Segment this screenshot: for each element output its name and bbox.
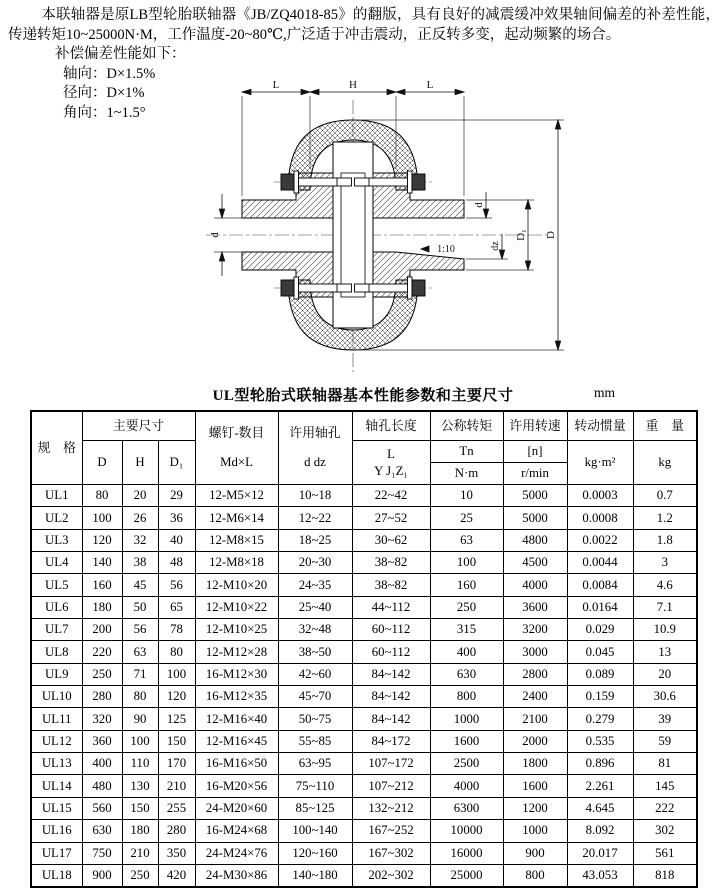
value-cell: 255 [158, 797, 195, 819]
value-cell: 63 [122, 641, 158, 663]
value-cell: 2500 [430, 753, 503, 775]
value-cell: 107~172 [352, 753, 430, 775]
value-cell: 16-M24×68 [195, 820, 278, 842]
value-cell: 360 [82, 730, 122, 752]
value-cell: 59 [633, 730, 697, 752]
value-cell: 0.089 [567, 663, 633, 685]
dimension-labels [209, 79, 557, 255]
value-cell: 20 [633, 663, 697, 685]
spec-cell: UL2 [31, 507, 82, 529]
header-screws-title: 螺钉-数目 [208, 426, 265, 441]
spec-cell: UL10 [31, 686, 82, 708]
value-cell: 4.6 [633, 574, 697, 596]
intro-paragraph: 本联轴器是原LB型轮胎联轴器《JB/ZQ4018-85》的翻版，具有良好的减震缓冲效果轴间偏差的补差性能，传递转矩10~25000N·M，工作温度-20~80℃,广泛适于冲击震动，正反转多变，起动频繁的场合。 [8, 7, 720, 43]
header-bore-sub: d dz [304, 455, 326, 470]
value-cell: 50~75 [278, 708, 352, 730]
value-cell: 140~180 [278, 864, 352, 886]
value-cell: 561 [633, 842, 697, 864]
value-cell: 900 [82, 864, 122, 886]
value-cell: 90 [122, 708, 158, 730]
value-cell: 45 [122, 574, 158, 596]
value-cell: 1600 [503, 775, 567, 797]
table-row [31, 507, 697, 529]
value-cell: 3 [633, 552, 697, 574]
value-cell: 78 [158, 619, 195, 641]
value-cell: 750 [82, 842, 122, 864]
spec-cell: UL18 [31, 864, 82, 886]
value-cell: 43.053 [567, 864, 633, 886]
value-cell: 0.0044 [567, 552, 633, 574]
value-cell: 0.0164 [567, 596, 633, 618]
header-speed-symbol: [n] [503, 441, 567, 463]
value-cell: 320 [82, 708, 122, 730]
value-cell: 84~142 [352, 663, 430, 685]
value-cell: 56 [122, 619, 158, 641]
value-cell: 24-M30×86 [195, 864, 278, 886]
spec-table [30, 410, 698, 888]
value-cell: 12~22 [278, 507, 352, 529]
value-cell: 220 [82, 641, 122, 663]
value-cell: 25~40 [278, 596, 352, 618]
header-bore-length-sub [352, 441, 430, 485]
value-cell: 7.1 [633, 596, 697, 618]
value-cell: 24-M20×60 [195, 797, 278, 819]
value-cell: 38~82 [352, 552, 430, 574]
table-row [31, 596, 697, 618]
value-cell: 2400 [503, 686, 567, 708]
table-title-row [0, 384, 726, 405]
value-cell: 42~60 [278, 663, 352, 685]
value-cell: 63 [430, 529, 503, 551]
header-speed: 许用转速 [503, 411, 567, 441]
value-cell: 400 [430, 641, 503, 663]
center-sleeve [333, 142, 373, 328]
value-cell: 0.896 [567, 753, 633, 775]
value-cell: 22~42 [352, 485, 430, 507]
value-cell: 630 [430, 663, 503, 685]
value-cell: 55~85 [278, 730, 352, 752]
value-cell: 85~125 [278, 797, 352, 819]
value-cell: 12-M8×15 [195, 529, 278, 551]
value-cell: 84~142 [352, 686, 430, 708]
value-cell: 1200 [503, 797, 567, 819]
value-cell: 25 [430, 507, 503, 529]
value-cell: 60~112 [352, 641, 430, 663]
value-cell: 0.159 [567, 686, 633, 708]
value-cell: 1.2 [633, 507, 697, 529]
value-cell: 0.0003 [567, 485, 633, 507]
value-cell: 210 [122, 842, 158, 864]
value-cell: 44~112 [352, 596, 430, 618]
value-cell: 210 [158, 775, 195, 797]
value-cell: 280 [158, 820, 195, 842]
value-cell: 3600 [503, 596, 567, 618]
value-cell: 302 [633, 820, 697, 842]
value-cell: 2100 [503, 708, 567, 730]
header-dim-D1: D₁ [158, 441, 195, 485]
header-inertia-unit: kg·m² [567, 441, 633, 485]
value-cell: 16000 [430, 842, 503, 864]
value-cell: 12-M8×18 [195, 552, 278, 574]
value-cell: 32~48 [278, 619, 352, 641]
value-cell: 0.045 [567, 641, 633, 663]
value-cell: 30.6 [633, 686, 697, 708]
value-cell: 0.535 [567, 730, 633, 752]
dim-label-dz: dz [490, 241, 501, 251]
value-cell: 18~25 [278, 529, 352, 551]
value-cell: 120 [82, 529, 122, 551]
spec-table-header [31, 411, 697, 485]
header-bore [278, 411, 352, 485]
value-cell: 10 [430, 485, 503, 507]
value-cell: 84~142 [352, 708, 430, 730]
offset-axial: 轴向：D×1.5% [63, 65, 156, 82]
value-cell: 4000 [503, 574, 567, 596]
value-cell: 0.279 [567, 708, 633, 730]
value-cell: 180 [122, 820, 158, 842]
value-cell: 39 [633, 708, 697, 730]
value-cell: 13 [633, 641, 697, 663]
header-bore-title: 许用轴孔 [289, 426, 341, 441]
value-cell: 800 [503, 864, 567, 886]
table-row [31, 842, 697, 864]
header-dim-D: D [82, 441, 122, 485]
value-cell: 40 [158, 529, 195, 551]
spec-cell: UL9 [31, 663, 82, 685]
value-cell: 45~70 [278, 686, 352, 708]
value-cell: 107~212 [352, 775, 430, 797]
value-cell: 71 [122, 663, 158, 685]
value-cell: 167~302 [352, 842, 430, 864]
dim-label-H: H [349, 79, 357, 91]
header-torque-unit: N·m [430, 463, 503, 485]
value-cell: 75~110 [278, 775, 352, 797]
value-cell: 145 [633, 775, 697, 797]
value-cell: 0.029 [567, 619, 633, 641]
value-cell: 1600 [430, 730, 503, 752]
value-cell: 63~95 [278, 753, 352, 775]
value-cell: 2.261 [567, 775, 633, 797]
header-weight-unit: kg [633, 441, 697, 485]
value-cell: 1.8 [633, 529, 697, 551]
value-cell: 38~82 [352, 574, 430, 596]
value-cell: 12-M16×45 [195, 730, 278, 752]
table-row [31, 686, 697, 708]
value-cell: 100 [82, 507, 122, 529]
value-cell: 24-M24×76 [195, 842, 278, 864]
value-cell: 0.7 [633, 485, 697, 507]
value-cell: 280 [82, 686, 122, 708]
header-bore-length-yjz: Y J₁Z₁ [374, 463, 408, 478]
value-cell: 167~252 [352, 820, 430, 842]
value-cell: 65 [158, 596, 195, 618]
value-cell: 84~172 [352, 730, 430, 752]
dim-label-d-right: d [473, 202, 485, 208]
value-cell: 900 [503, 842, 567, 864]
value-cell: 5000 [503, 485, 567, 507]
value-cell: 20.017 [567, 842, 633, 864]
header-main-dims: 主要尺寸 [82, 411, 195, 441]
header-bore-length-L: L [387, 446, 395, 461]
value-cell: 350 [158, 842, 195, 864]
value-cell: 150 [158, 730, 195, 752]
table-row [31, 797, 697, 819]
value-cell: 4000 [430, 775, 503, 797]
value-cell: 30~62 [352, 529, 430, 551]
value-cell: 200 [82, 619, 122, 641]
spec-cell: UL1 [31, 485, 82, 507]
value-cell: 125 [158, 708, 195, 730]
dim-label-D1: D₁ [515, 229, 527, 241]
spec-cell: UL4 [31, 552, 82, 574]
table-row [31, 574, 697, 596]
value-cell: 80 [122, 686, 158, 708]
header-torque-symbol: Tn [430, 441, 503, 463]
value-cell: 20~30 [278, 552, 352, 574]
value-cell: 10~18 [278, 485, 352, 507]
value-cell: 38 [122, 552, 158, 574]
spec-cell: UL3 [31, 529, 82, 551]
value-cell: 16-M16×50 [195, 753, 278, 775]
value-cell: 818 [633, 864, 697, 886]
dim-label-L-right: L [426, 79, 434, 91]
value-cell: 12-M16×40 [195, 708, 278, 730]
header-screws [195, 411, 278, 485]
offset-angular: 角向：1~1.5° [63, 104, 146, 121]
value-cell: 25000 [430, 864, 503, 886]
value-cell: 160 [82, 574, 122, 596]
spec-table-body [31, 485, 697, 887]
value-cell: 5000 [503, 507, 567, 529]
value-cell: 36 [158, 507, 195, 529]
value-cell: 16-M12×35 [195, 686, 278, 708]
table-row [31, 864, 697, 886]
value-cell: 0.0022 [567, 529, 633, 551]
table-row [31, 641, 697, 663]
value-cell: 170 [158, 753, 195, 775]
value-cell: 8.092 [567, 820, 633, 842]
header-dim-H: H [122, 441, 158, 485]
table-row [31, 529, 697, 551]
value-cell: 81 [633, 753, 697, 775]
value-cell: 150 [122, 797, 158, 819]
value-cell: 12-M10×22 [195, 596, 278, 618]
value-cell: 80 [158, 641, 195, 663]
value-cell: 32 [122, 529, 158, 551]
value-cell: 60~112 [352, 619, 430, 641]
value-cell: 120 [158, 686, 195, 708]
value-cell: 420 [158, 864, 195, 886]
coupling-cross-section-drawing [0, 78, 726, 388]
value-cell: 16-M20×56 [195, 775, 278, 797]
dim-label-d-left: d [209, 232, 221, 238]
value-cell: 29 [158, 485, 195, 507]
header-screws-sub: Md×L [220, 455, 253, 470]
value-cell: 400 [82, 753, 122, 775]
value-cell: 26 [122, 507, 158, 529]
value-cell: 2800 [503, 663, 567, 685]
value-cell: 1800 [503, 753, 567, 775]
table-row [31, 485, 697, 507]
value-cell: 12-M10×25 [195, 619, 278, 641]
value-cell: 20 [122, 485, 158, 507]
header-speed-unit: r/min [503, 463, 567, 485]
value-cell: 16-M12×30 [195, 663, 278, 685]
value-cell: 100 [122, 730, 158, 752]
value-cell: 140 [82, 552, 122, 574]
spec-cell: UL16 [31, 820, 82, 842]
value-cell: 110 [122, 753, 158, 775]
spec-cell: UL5 [31, 574, 82, 596]
value-cell: 4500 [503, 552, 567, 574]
spec-cell: UL11 [31, 708, 82, 730]
value-cell: 1000 [503, 820, 567, 842]
offset-heading: 补偿偏差性能如下： [55, 46, 186, 63]
value-cell: 80 [82, 485, 122, 507]
value-cell: 12-M12×28 [195, 641, 278, 663]
value-cell: 4.645 [567, 797, 633, 819]
table-row [31, 663, 697, 685]
value-cell: 250 [82, 663, 122, 685]
table-row [31, 619, 697, 641]
value-cell: 12-M6×14 [195, 507, 278, 529]
table-row [31, 820, 697, 842]
value-cell: 250 [122, 864, 158, 886]
value-cell: 12-M10×20 [195, 574, 278, 596]
value-cell: 100 [158, 663, 195, 685]
spec-cell: UL15 [31, 797, 82, 819]
spec-cell: UL8 [31, 641, 82, 663]
header-spec: 规 格 [31, 411, 82, 485]
dim-label-D: D [545, 231, 557, 239]
value-cell: 630 [82, 820, 122, 842]
offset-radial: 径向：D×1% [63, 85, 145, 102]
spec-cell: UL12 [31, 730, 82, 752]
table-title: UL型轮胎式联轴器基本性能参数和主要尺寸 [212, 388, 514, 404]
spec-cell: UL13 [31, 753, 82, 775]
value-cell: 4800 [503, 529, 567, 551]
table-unit-label: mm [594, 385, 616, 400]
value-cell: 800 [430, 686, 503, 708]
value-cell: 202~302 [352, 864, 430, 886]
table-row [31, 753, 697, 775]
value-cell: 100 [430, 552, 503, 574]
table-row [31, 730, 697, 752]
header-bore-length: 轴孔长度 [352, 411, 430, 441]
value-cell: 10.9 [633, 619, 697, 641]
value-cell: 27~52 [352, 507, 430, 529]
dim-label-L-left: L [272, 79, 280, 91]
value-cell: 3200 [503, 619, 567, 641]
value-cell: 0.0008 [567, 507, 633, 529]
value-cell: 250 [430, 596, 503, 618]
value-cell: 12-M5×12 [195, 485, 278, 507]
value-cell: 50 [122, 596, 158, 618]
spec-cell: UL17 [31, 842, 82, 864]
header-torque: 公称转矩 [430, 411, 503, 441]
value-cell: 222 [633, 797, 697, 819]
table-row [31, 552, 697, 574]
spec-cell: UL7 [31, 619, 82, 641]
value-cell: 48 [158, 552, 195, 574]
spec-cell: UL6 [31, 596, 82, 618]
value-cell: 1000 [430, 708, 503, 730]
value-cell: 560 [82, 797, 122, 819]
value-cell: 3000 [503, 641, 567, 663]
spec-cell: UL14 [31, 775, 82, 797]
value-cell: 38~50 [278, 641, 352, 663]
value-cell: 180 [82, 596, 122, 618]
value-cell: 10000 [430, 820, 503, 842]
value-cell: 6300 [430, 797, 503, 819]
value-cell: 130 [122, 775, 158, 797]
value-cell: 2000 [503, 730, 567, 752]
taper-note-label: 1:10 [437, 244, 455, 255]
value-cell: 132~212 [352, 797, 430, 819]
value-cell: 24~35 [278, 574, 352, 596]
value-cell: 480 [82, 775, 122, 797]
table-row [31, 775, 697, 797]
value-cell: 315 [430, 619, 503, 641]
value-cell: 100~140 [278, 820, 352, 842]
table-row [31, 708, 697, 730]
value-cell: 56 [158, 574, 195, 596]
value-cell: 120~160 [278, 842, 352, 864]
header-weight: 重 量 [633, 411, 697, 441]
header-inertia: 转动惯量 [567, 411, 633, 441]
value-cell: 0.0084 [567, 574, 633, 596]
value-cell: 160 [430, 574, 503, 596]
